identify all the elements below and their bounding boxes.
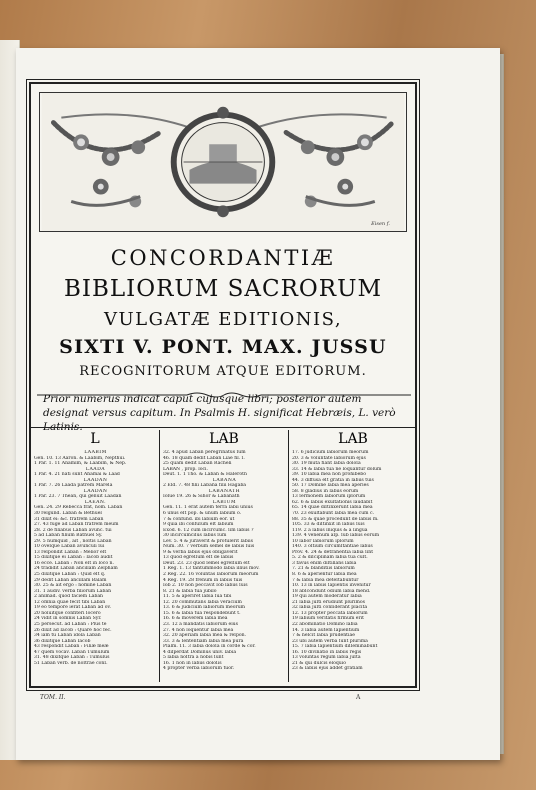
column-divider — [159, 430, 160, 682]
volume-mark: TOM. II. — [40, 694, 66, 701]
title-line-2: BIBLIORUM SACRORUM — [63, 276, 383, 302]
concordance-line: 14. 3 labia autem ſapientium — [292, 627, 360, 633]
concordance-line: 58. 8 gladius in labiis eorum — [292, 488, 359, 494]
concordance-line: 4 propter verba labiorum tuor. — [163, 666, 235, 672]
column-header-rule — [31, 427, 415, 428]
concordance-line: Lev. 5. 4 & juraverit & protulerit labiis — [163, 538, 253, 544]
concordance-line: 9 quia ibi confuſum eſt labium — [163, 522, 234, 528]
concordance-line: 50. 17 Domine labia mea aperies — [292, 483, 369, 489]
concordance-line: 31. 48 dixitque Laban : Tumulus — [34, 655, 110, 661]
concordance-line: 16. 1 non in labiis doloſis — [163, 660, 222, 666]
concordance-line: 5 ad Laban filium Bathuel Sy. — [34, 533, 103, 539]
concordance-line: 2 Eſd. 7. 48 filii Labana filii Hagaba — [163, 483, 247, 489]
entry-heading: LABIUM — [212, 499, 237, 505]
concordance-line: 5. 2 & diſciplinam labia tua cuſt. — [292, 555, 368, 561]
concordance-line: 13 reſpondit Laban : Melior eſt — [34, 549, 107, 555]
concordance-line: 32 labia juſti conſiderant placita — [292, 605, 368, 611]
concordance-line: 43 respondit Laban : Filiæ meæ — [34, 644, 109, 650]
concordance-line: 9 & verba labiis ejus obligaverit — [163, 549, 238, 555]
concordance-line: 25 quam dedit Laban Racheli — [163, 461, 232, 467]
garland-medallion-illustration — [40, 93, 406, 231]
concordance-line: 23 ubi autem verba ſunt plurima — [292, 638, 368, 644]
concordance-line: Gen. 10. 13 Aaron. & Laabim, Nepthui. — [34, 455, 126, 461]
concordance-line: 62. 6 & labiis exultationis laudabit — [292, 499, 373, 505]
concordance-line: 27. 43 fuge ad Laban fratrem meum — [34, 522, 119, 528]
concordance-line: 24 tradidit Laban ancillam Zelpham — [34, 566, 118, 572]
concordance-line: 2 animad. quod faciem Laban — [34, 594, 104, 600]
concordance-line: 105. 33 & diſtinxit in labiis ſuis — [292, 522, 365, 528]
title-line-4: SIXTI V. PONT. MAX. JUSSU — [59, 336, 387, 358]
concordance-line: 31 dixit ei: &c. fratrem Laban — [34, 516, 104, 522]
concordance-line: 70. 23 exultabunt labia mea cum c. — [292, 511, 375, 517]
concordance-line: 46. 18 quam dedit Laban Liae fil. ſ. — [163, 455, 245, 461]
concordance-line: 1 Par. 1. 11 Anamim, & Laabim, & Nep. — [34, 461, 127, 467]
concordance-line: 20. 3 & voluntate labiorum ejus — [292, 455, 366, 461]
concordance-line: 30 incircumciſus labiis ſum — [163, 533, 227, 539]
concordance-line: 13 ſermonem labiorum ipſorum — [292, 494, 366, 500]
concordance-line: 36 dixitque Laban Iacob — [34, 638, 91, 644]
concordance-line: 34 iam tu Laban idola Laban — [34, 633, 101, 639]
column-header-2: LAB — [209, 431, 239, 447]
title-line-5: RECOGNITORUM ATQUE EDITORUM. — [79, 364, 367, 379]
concordance-line: 21 labia juſti erudiunt plurimos — [292, 599, 365, 605]
ornamental-rule — [37, 384, 411, 392]
concordance-line: 8. 21 & labia tua jubilo — [163, 588, 217, 594]
title-line-3: VULGATÆ EDITIONIS, — [103, 309, 343, 330]
concordance-line: 1 Par. 4. 21 nati sunt Ahamai & Laad — [34, 472, 120, 478]
concordance-line: 32. 20 aperiam labia mea & reſpon. — [163, 633, 247, 639]
entry-heading: LAADA — [85, 466, 106, 472]
signature-mark: A — [356, 694, 361, 701]
concordance-line: 23 & labiis ejus addet gratiam — [292, 666, 363, 672]
concordance-line: 19 qui autem moderatur labia — [292, 594, 362, 600]
concordance-column-1 — [34, 450, 157, 684]
title-line-1: CONCORDANTIÆ — [110, 246, 336, 270]
concordance-line: Ioſue 19. 26 & Sihor & Labanath — [163, 494, 240, 500]
concordance-line: 23. 12 a mandatis labiorum eius — [163, 621, 238, 627]
entry-heading: LAEAN. — [84, 499, 107, 505]
concordance-line: 140. 3 oſtium circumſtantiae labiis — [292, 544, 373, 550]
concordance-line: 88. 35 & quae procedunt de labiis m. — [292, 516, 379, 522]
concordance-line: 33. 14 & labia tua ne loquantur dolum — [292, 466, 382, 472]
concordance-line: 33. 3 & ſententiam labia mea pura — [163, 638, 244, 644]
concordance-line: 32. 4 apud Laban peregrinatus ſum — [163, 450, 246, 455]
concordance-line: 15. 7 labia ſapientium diſſeminabunt — [292, 644, 378, 650]
concordance-line: Exod. 6. 12 cum incircumc. ſim labiis ? — [163, 527, 254, 533]
concordance-line: 24 vidit in somnis Laban Syr. — [34, 616, 102, 622]
concordance-line: 30. 25 & ait ergo : nomine Laban — [34, 583, 112, 589]
concordance-line: 5 labia noſtra a nobis ſunt — [163, 655, 224, 661]
concordance-line: 12 omnia quae fecit tibi Laban — [34, 599, 106, 605]
entry-heading: LAADAN — [83, 477, 108, 483]
concordance-line: 30 relgund. Laban & Bethuel — [34, 511, 102, 517]
concordance-line: Pſalm. 11. 3 labia doloſa in corde & cor. — [163, 644, 256, 650]
concordance-line: 13. 6 & judicium labiorum meorum — [163, 605, 246, 611]
concordance-line: 65. 14 quae diſtinxerunt labia mea — [292, 505, 373, 511]
concordance-line: 13 quod egreſſum eſt de labiis — [163, 555, 234, 561]
concordance-line: 3 favus enim diſtillans labia — [292, 560, 357, 566]
concordance-column-3 — [292, 450, 415, 684]
concordance-line: 1 Par. 23. 7 Thean, qui genuit Laadan — [34, 494, 122, 500]
concordance-line: Prov. 4. 24 & detrahentia labia ſint — [292, 549, 374, 555]
concordance-line: 27. 4 non loquentur labia mea — [163, 627, 234, 633]
concordance-line: 17. 6 judicium labiorum meorum — [292, 450, 369, 455]
concordance-line: 28. 2 de filiabus Laban avunc. tui — [34, 527, 112, 533]
concordance-line: 10 oveſque Laban avunculi ſui — [34, 544, 105, 550]
concordance-line: 7 & confund. ibi labium eor. ut — [163, 516, 235, 522]
concordance-line: 39. 10 labia mea non prohibebo — [292, 472, 367, 478]
engraved-vignette — [39, 92, 407, 232]
concordance-line: 47 quem vocav. Laban Tumulum — [34, 649, 110, 655]
concordance-line: 18 abſcondunt odium labia mend. — [292, 588, 371, 594]
concordance-line: 51 Laban verb. de noſtrae conſ. — [34, 660, 108, 666]
column-divider — [288, 430, 289, 682]
entry-heading: LABANA — [212, 477, 237, 483]
concordance-line: 12. 20 commutans labia veracium — [163, 599, 242, 605]
concordance-line: 10. 13 in labiis ſapientis invenitur — [292, 583, 371, 589]
concordance-line: 7 & neſcit labia prudentiae — [292, 633, 355, 639]
concordance-line: 8. 6 & aperientur labia mea — [292, 572, 357, 578]
concordance-line: Iob 2. 10 non peccavit Iob labiis ſuis — [163, 583, 248, 589]
entry-heading: LAADAN — [83, 488, 108, 494]
entry-heading: LAABIM — [84, 450, 107, 455]
concordance-line: 7. 21 & blanditiis labiorum — [292, 566, 355, 572]
concordance-line: 16 ecce. Laban : Non eſt in loco n. — [34, 560, 114, 566]
concordance-line: 44. 3 diffusa eſt gratia in labiis tuis — [292, 477, 374, 483]
concordance-line: Num. 30. 7 verbum semel de labiis ſuis — [163, 544, 255, 550]
concordance-line: 15. 6 & labia tua respondebunt t. — [163, 610, 241, 616]
concordance-line: 1 Par. 7. 26 Laada patrem Mareſa — [34, 483, 113, 489]
concordance-line: Deut. 23. 23 quod ſemel egreſſum eſt — [163, 560, 250, 566]
concordance-line: Deut. 1. 1 Tho. & Laban & Haſeroth — [163, 472, 247, 478]
entry-heading: LABANATH — [208, 488, 241, 494]
concordance-line: Gen. 11. 1 erat autem terra labii unius — [163, 505, 253, 511]
concordance-line: 139. 4 venenum aſp. ſub labiis eorum — [292, 533, 380, 539]
column-header-1: L — [90, 431, 100, 447]
concordance-line: 7 & labia mea deteſtabuntur — [292, 577, 359, 583]
concordance-line: 29. 5 numquid , ait , noſtis Laban — [34, 538, 112, 544]
concordance-line: 12. 13 propter peccata labiorum — [292, 610, 368, 616]
concordance-column-2 — [163, 450, 286, 684]
engraver-signature: Eisen f. — [371, 221, 390, 227]
concordance-line: 22 abominatio Domino labia — [292, 621, 358, 627]
concordance-line: 16. 6 & moverem labia mea — [163, 616, 228, 622]
concordance-line: 21 & qui dulcis eloquio — [292, 660, 346, 666]
concordance-line: 13 voluntas regum labia juſta — [292, 655, 361, 661]
concordance-line: 19 eo tempore ierat Laban ad ov. — [34, 605, 111, 611]
concordance-line: 30. 19 muta fiant labia doloſa — [292, 461, 361, 467]
concordance-line: Gen. 24. 29 Rebecca frat, nom. Laban — [34, 505, 123, 511]
concordance-line: 29 dedit Laban ancillam Balam — [34, 577, 107, 583]
concordance-line: 19 labium veritatis firmum erit — [292, 616, 365, 622]
concordance-line: 15 dixitque ei Laban : Iacob audit — [34, 555, 113, 561]
concordance-line: 31. 1 audiv. verba filiorum Laban — [34, 588, 112, 594]
concordance-line: 10 labor labiorum ipſorum — [292, 538, 354, 544]
concordance-line: 25 persecut. ad Laban : Plus te — [34, 621, 107, 627]
concordance-line: 119. 2 a labiis iniquis & a lingua — [292, 527, 368, 533]
concordance-line: LABAN , prop. loci. — [163, 466, 208, 472]
concordance-line: 6 unus eſt pop. & unum labium o. — [163, 511, 242, 517]
concordance-line: 4 Reg. 19. 28 frenum in labiis tuis — [163, 577, 243, 583]
concordance-line: 1 Reg. 1. 13 tantummodo labia illius mov. — [163, 566, 260, 572]
title-frame — [29, 82, 417, 688]
concordance-line: 11. 5 & aperiret labia ſua tibi — [163, 594, 232, 600]
concordance-line: 26 dixit ad Iacob : Quare hoc fec. — [34, 627, 112, 633]
concordance-line: 16. 10 divinatio in labiis regis — [292, 649, 362, 655]
concordance-line: 25 dixitque Laban : Quid eſt q. — [34, 572, 106, 578]
concordance-line: 2 Reg. 22. 16 voluntas labiorum meorum — [163, 572, 259, 578]
prior-note: Prior numerus indicat caput cujusque libri; posterior autem designat versus capitum. In Psalmis H. significat Hebræis, L. verò Latinis. — [43, 393, 396, 433]
concordance-line: 4 diſperdat Dominus univ. labia — [163, 649, 237, 655]
concordance-line: 20 noluitque confiteri ſocero — [34, 610, 101, 616]
column-header-3: LAB — [338, 431, 368, 447]
